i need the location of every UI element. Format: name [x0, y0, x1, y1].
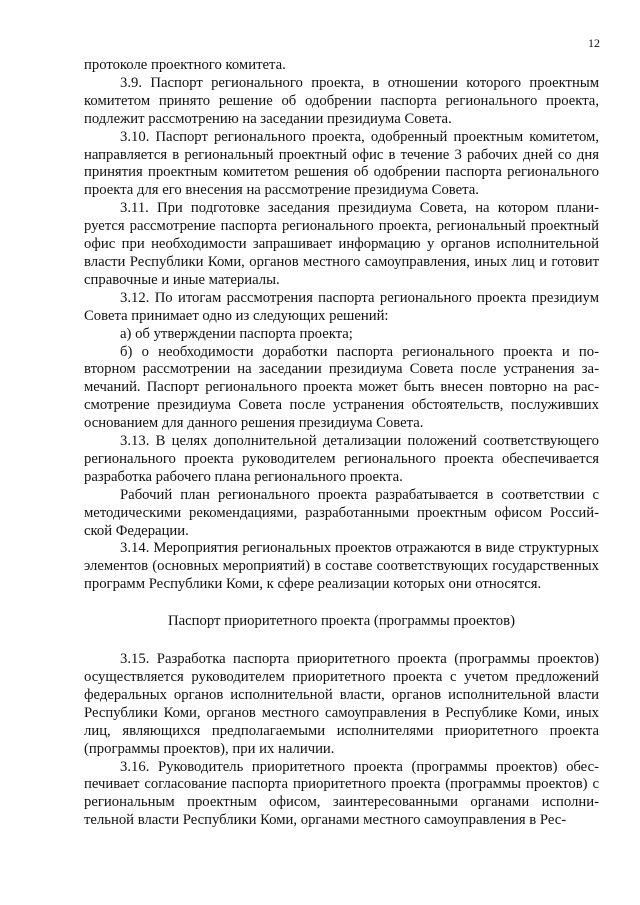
paragraph-3-14: 3.14. Мероприятия региональных проектов отражаются в виде структурных элементов (основных мероприятий) в составе соответствующих государственных программ Республики Коми, к сфере реализации которых они относятся. — [84, 540, 599, 593]
paragraph-3-13-work-plan: Рабочий план регионального проекта разрабатывается в соответствии с методическими рекомендациями, разработанными проектным офисом Российской Федерации. — [84, 486, 599, 539]
paragraph-3-16: 3.16. Руководитель приоритетного проекта (программы проектов) обеспечивает согласование паспорта приоритетного проекта (программы проектов) с региональным проектным офисом, заинтересованными органами исполнительной власти Республики Коми, органами местного самоуправления в Рес- — [84, 758, 599, 829]
page-number: 12 — [588, 36, 600, 50]
paragraph-3-11: 3.11. При подготовке заседания президиума Совета, на котором планируется рассмотрение паспорта регионального проекта, региональный проектный офис при необходимости запрашивает информацию у органов исполнительной власти Республики Коми, органов местного самоуправления, иных лиц и готовит справочные и иные материалы. — [84, 200, 599, 288]
paragraph-3-12-b: б) о необходимости доработки паспорта регионального проекта и повторном рассмотрении на заседании президиума Совета после устранения замечаний. Паспорт регионального проекта может быть внесен повторно на рассмотрение президиума Совета после устранения обстоятельств, послуживших основанием для данного решения президиума Совета. — [84, 343, 599, 432]
document-body — [84, 57, 599, 830]
paragraph-3-15: 3.15. Разработка паспорта приоритетного проекта (программы проектов) осуществляется руководителем приоритетного проекта с учетом предложений федеральных органов исполнительной власти, органов исполнительной власти Республики Коми, органов местного самоуправления в Республике Коми, иных лиц, являющихся предполагаемыми исполнителями приоритетного проекта (программы проектов), при их наличии. — [84, 651, 599, 757]
paragraph-3-10: 3.10. Паспорт регионального проекта, одобренный проектным комитетом, направляется в региональный проектный офис в течение 3 рабочих дней со дня принятия проектным комитетом решения об одобрении паспорта регионального проекта для его внесения на рассмотрение президиума Совета. — [84, 128, 599, 199]
paragraph-continuation: протоколе проектного комитета. — [84, 57, 286, 73]
section-title: Паспорт приоритетного проекта (программы проектов) — [168, 613, 515, 630]
paragraph-3-9: 3.9. Паспорт регионального проекта, в отношении которого проектным комитетом принято решение об одобрении паспорта регионального проекта, подлежит рассмотрению на заседании президиума Совета. — [84, 74, 599, 127]
paragraph-3-12: 3.12. По итогам рассмотрения паспорта регионального проекта президиум Совета принимает одно из следующих решений: — [84, 289, 599, 324]
paragraph-3-13: 3.13. В целях дополнительной детализации положений соответствующего регионального проекта руководителем регионального проекта обеспечивается разработка рабочего плана регионального проекта. — [84, 433, 599, 485]
paragraph-3-12-a: а) об утверждении паспорта проекта; — [120, 325, 353, 342]
